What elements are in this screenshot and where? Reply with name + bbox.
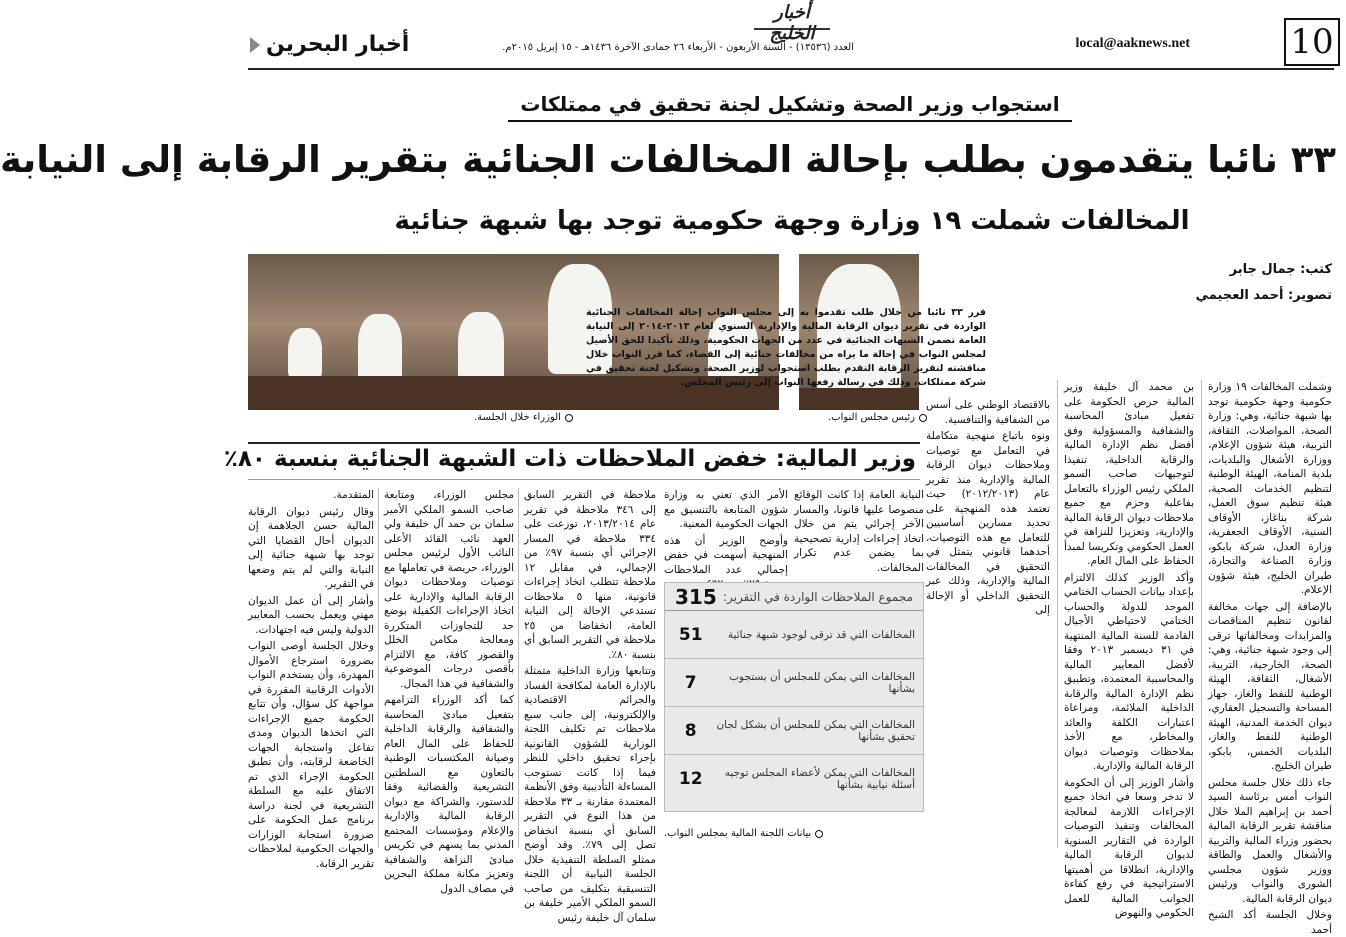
- stats-row-label: المخالفات التي يمكن للمجلس أن يستجوب بشأنها: [729, 670, 915, 695]
- article-column: [664, 488, 788, 578]
- caption-text: رئيس مجلس النواب.: [828, 412, 915, 423]
- paragraph: وخلال الجلسة أوصى النواب بضرورة استرجاع الأموال المهدرة، وأن يستخدم النواب الأدوات الرقابية المقررة في مواجهة كل سؤال، وأن تتابع الحكومة جميع الإجراءات التي اتخذها الديوان ومدى تفاعل واستجابة الجهات الخاضعة لرقابته، وأن تطبق الحكومة الإجراء الذي تم الاتفاق عليه مع السلطة التشريعية في لجنة دراسة برنامج عمل الحكومة على ضرورة استجابة الوزارات والجهات الحكومية لملاحظات تقرير الرقابة.: [248, 640, 374, 870]
- person-figure: [458, 312, 504, 384]
- paragraph: وتتابعها وزارة الداخلية متمثلة بالإدارة العامة لمكافحة الفساد والجرائم الاقتصادية والإلكترونية، إلى جانب سبع ملاحظات تم تكليف اللجنة الوزارية للشؤون القانونية بإجراء تحقيق داخلي للنظر فيما إذا كانت تستوجب المساءلة التأديبية وفق الأنظمة المعتمدة مقارنة بـ ٣٣ ملاحظة من هذا النوع في التقرير السابق أي بنسبة انخفاض تصل إلى ٧٩٪. وقد أوضح ممثلو السلطة التنفيذية خلال الجلسة النيابية أن اللجنة التنسيقية بتكليف من صاحب السمو الملكي الأمير خليفة بن سلمان آل خليفة رئيس: [524, 665, 656, 924]
- email-address[interactable]: local@aaknews.net: [1075, 36, 1190, 51]
- column-rule: [1201, 380, 1202, 848]
- stats-row-value: 51: [678, 624, 703, 645]
- stats-total: 315: [675, 584, 717, 609]
- paragraph: مجلس الوزراء، ومتابعة صاحب السمو الملكي الأمير سلمان بن حمد آل خليفة ولي العهد نائب القائد الأعلى النائب الأول لرئيس مجلس الوزراء، حريصة في تعاملها مع توصيات وملاحظات ديوان الرقابة المالية والإدارية على اتخاذ الإجراءات الكفيلة بوضع حد للتجاوزات المتكررة ومعالجة مكامن الخلل والقصور كافة، مع الالتزام بأقصى درجات الموضوعية والشفافية في هذا المجال.: [384, 489, 514, 690]
- speaker-photo-caption: [828, 412, 927, 423]
- column-rule: [1057, 380, 1058, 848]
- column-rule: [378, 488, 379, 848]
- page-number: 10: [1284, 18, 1340, 66]
- newspaper-logo: أخبار الخليج: [754, 2, 830, 30]
- paragraph: المتقدمة.: [333, 489, 374, 501]
- column-rule: [518, 488, 519, 848]
- paragraph: ملاحظة في التقرير السابق إلى ٣٤٦ ملاحظة في تقرير عام ٢٠١٣/٢٠١٤، توزعت على ٣٣٤ ملاحظة في المسار الإجرائي أي بنسبة ٩٧٪ من الإجمالي، في مقابل ١٢ ملاحظة تتطلب اتخاذ إجراءات قانونية، منها ٥ ملاحظات تستدعي الإحالة إلى النيابة العامة، انخفاضا من ٢٥ ملاحظة في التقرير السابق أي بنسبة ٨٠٪.: [524, 489, 656, 661]
- caption-text: الوزراء خلال الجلسة.: [474, 412, 561, 423]
- bullet-circle-icon: [815, 830, 823, 838]
- paragraph: وقال رئيس ديوان الرقابة المالية حسن الجلاهمة إن الديوان أحال القضايا التي توجد بها شبهة جنائية إلى النيابة والتي لم يتم وضعها في التقرير.: [248, 505, 374, 590]
- stats-row-label: المخالفات التي يمكن لأعضاء المجلس توجيه أسئلة نيابية بشأنها: [724, 767, 915, 791]
- article-column: [926, 398, 1050, 616]
- kicker-text: استجواب وزير الصحة وتشكيل لجنة تحقيق في ممتلكات: [508, 92, 1071, 122]
- ministers-photo-caption: [474, 412, 573, 423]
- masthead: [234, 0, 1346, 84]
- stats-caption: [664, 828, 823, 839]
- stats-row: [665, 659, 923, 707]
- stats-header: [665, 583, 923, 611]
- photographer-byline: تصوير: أحمد العجيمي: [1195, 288, 1332, 303]
- article-column: [794, 488, 924, 578]
- intro-paragraph: قرر ٣٣ نائبا من خلال طلب تقدموا به إلى مجلس النواب إحالة المخالفات الجنائية الواردة في تقرير ديوان الرقابة المالية والإدارية السنوي لعام ٢٠١٣-٢٠١٤ إلى النيابة العامة تضمن الشبهات الجنائية في عدد من الجهات الحكومية، وذلك تأكيدا للحق الأصيل لمجلس النواب في إحالة ما يراه من مخالفات جنائية إلى القضاء، كما قرر النواب خلال مناقشته لتقرير الرقابة التقدم بطلب استجواب لوزير الصحة، وتشكيل لجنة تحقيق في شركة ممتلكات، وذلك في رسالة رفعها النواب إلى رئيس المجلس.: [586, 307, 986, 388]
- paragraph: وأوضح الوزير أن هذه المنهجية أسهمت في خفض إجمالي عدد الملاحظات: [664, 534, 788, 576]
- paragraph: كما أكد الوزراء التزامهم بتفعيل مبادئ المحاسبة والشفافية والرقابة الداخلية للحفاظ على المال العام وصيانة المكتسبات الوطنية بالتعاون مع السلطتين التشريعية والقضائية وفقا للدستور، والشراكة مع ديوان الرقابة المالية والإدارية والإعلام ومؤسسات المجتمع المدني بما يسهم في تكريس مبادئ النزاهة والشفافية وتعزيز مكانة مملكة البحرين في مصاف الدول: [384, 694, 514, 895]
- second-headline-band: [223, 442, 920, 480]
- sub-headline: المخالفات شملت ١٩ وزارة وجهة حكومية توجد بها شبهة جنائية: [394, 206, 1190, 236]
- stats-row: [665, 755, 923, 803]
- stats-row-label: المخالفات التي قد ترقى لوجود شبهة جنائية: [727, 628, 915, 641]
- kicker-headline: [234, 92, 1346, 116]
- article-column: [1208, 380, 1332, 936]
- stats-row-value: 8: [684, 720, 697, 741]
- paragraph: وأشار الوزير إلى أن الحكومة لا تدخر وسعا في اتخاذ جميع الإجراءات اللازمة لمعالجة المخالفات وتنفيذ التوصيات الواردة في التقارير السنوية لديوان الرقابة المالية والإدارية، انطلاقا من أهميتها الاستراتيجية في رفع كفاءة الجوانب المالية للعمل الحكومي والنهوض: [1064, 776, 1194, 919]
- person-figure: [288, 328, 322, 380]
- paragraph: ونوه باتباع منهجية متكاملة في التعامل مع توصيات وملاحظات ديوان الرقابة المالية والإدارية منذ تقرير عام (٢٠١٢/٢٠١٣) حيث تعتمد هذه المنهجية على تحديد مسارين أساسيين للتعامل مع هذه التوصيات، أحدهما قانوني يتمثل في التحقيق في المخالفات المالية والإدارية، وذلك عبر التحقيق الداخلي أو الإحالة إلى: [926, 430, 1050, 616]
- paragraph: وأشار إلى أن عمل الديوان مهني ويعمل بحسب المعايير الدولية وليس فيه اجتهادات.: [248, 594, 374, 636]
- paragraph: بالاقتصاد الوطني على أسس من الشفافية والتنافسية.: [926, 399, 1050, 426]
- paragraph: وشملت المخالفات ١٩ وزارة حكومية وجهة حكومية توجد بها شبهة جنائية، وهي: وزارة الصحة، المواصلات، الثقافة، التربية، هيئة شؤون الإعلام، ووزارة الأشغال والبلديات، بلدية المنامة، الهيئة الوطنية لتنظيم الخدمات الصحية، هيئة تنظيم سوق العمل، شركة بناغاز، الأوقاف السنية، الأوقاف الجعفرية، وزارة العدل، شركة بابكو، وزارة الصناعة والتجارة، طيران الخليج، هيئة شؤون الإعلام.: [1208, 381, 1332, 596]
- stats-title: مجموع الملاحظات الواردة في التقرير:: [722, 589, 913, 604]
- header-rule: [248, 68, 1334, 70]
- second-headline: وزير المالية: خفض الملاحظات ذات الشبهة الجنائية بنسبة ٨٠٪: [223, 446, 916, 472]
- article-column: [248, 488, 374, 870]
- stats-row-value: 12: [678, 769, 703, 789]
- article-column: [524, 488, 656, 924]
- paragraph: وأكد الوزير كذلك الالتزام بإعداد بيانات الحساب الختامي الموحد للدولة والحساب الختامي لاحتياطي الأجيال القادمة للسنة المالية المنتهية في ٣١ ديسمبر ٢٠١٣ وفقا لأفضل المعايير المالية والمحاسبية المعتمدة، وتطبيق نظم الإدارة المالية والرقابة الداخلية الملائمة، ومراعاة اعتبارات الكلفة والعائد والمخاطر، مع الأخذ بملاحظات وتوصيات ديوان الرقابة المالية والإدارية.: [1064, 571, 1194, 772]
- article-column: [1064, 380, 1194, 919]
- stats-row: [665, 611, 923, 659]
- main-headline: ٣٣ نائبا يتقدمون بطلب بإحالة المخالفات الجنائية بتقرير الرقابة إلى النيابة: [0, 138, 1336, 181]
- issue-line: العدد (١٣٥٣٦) - السنة الأربعون - الأربعاء ٢٦ جمادى الآخرة ١٤٣٦هـ - ١٥ إبريل ٢٠١٥م.: [502, 42, 854, 53]
- stats-row-label: المخالفات التي يمكن للمجلس أن يشكل لجان تحقيق بشأنها: [716, 718, 915, 743]
- paragraph: الأمر الذي تعني به وزارة شؤون المتابعة بالتنسيق مع الجهات الحكومية المعنية.: [664, 489, 788, 530]
- paragraph: وخلال الجلسة أكد الشيخ أحمد: [1208, 909, 1332, 936]
- triangle-pointer-icon: [250, 37, 260, 53]
- desk: [799, 388, 919, 410]
- paragraph: جاء ذلك خلال جلسة مجلس النواب أمس برئاسة السيد أحمد بن إبراهيم الملا خلال مناقشة تقرير الرقابة المالية بحضور وزراء المالية والتربية والأشغال والعمل والطاقة ووزير شؤون مجلسي الشورى والنواب ورئيس ديوان الرقابة المالية.: [1208, 776, 1332, 905]
- caption-text: بيانات اللجنة المالية بمجلس النواب.: [664, 828, 812, 839]
- person-figure: [358, 314, 402, 384]
- stats-row-value: 7: [684, 672, 697, 693]
- article-column: [384, 488, 514, 895]
- paragraph: بالإضافة إلى جهات مخالفة لقانون تنظيم المناقصات والمزايدات ومخالفاتها ترقى إلى وجود شبهة جنائية، وهي: الصحة، الخارجية، التربية، الأشغال، الثقافة، الهيئة الوطنية للنفط والغاز، جهاز المساحة والتسجيل العقاري، ديوان الخدمة المدنية، الهيئة الوطنية للنفط والغاز، البلديات الخمس، بابكو، طيران الخليج.: [1208, 600, 1332, 772]
- writer-byline: كتب: جمال جابر: [1229, 262, 1332, 277]
- stats-box: [664, 582, 924, 812]
- section-title-text: أخبار البحرين: [266, 32, 410, 57]
- section-title: [250, 32, 409, 57]
- paragraph: بن محمد آل خليفة وزير المالية حرص الحكومة على تفعيل مبادئ المحاسبة والشفافية والمسؤولية وفق أفضل نظم الإدارة المالية والرقابة الداخلية، تنفيذا لتوجيهات صاحب السمو الملكي رئيس الوزراء بالتعامل بفاعلية وحزم مع جميع ملاحظات ديوان الرقابة المالية والإدارية، وتعزيزا للنزاهة في العمل الحكومي وتكريسا لمبدأ الحفاظ على المال العام.: [1064, 381, 1194, 567]
- paragraph: النيابة العامة إذا كانت الوقائع منصوصا عليها قانونا، والمسار الآخر إجرائي يتم من خلال اتخاذ إجراءات إدارية تصحيحية بما يضمن عدم تكرار المخالفات.: [794, 489, 924, 574]
- bullet-circle-icon: [565, 414, 573, 422]
- stats-row: [665, 707, 923, 755]
